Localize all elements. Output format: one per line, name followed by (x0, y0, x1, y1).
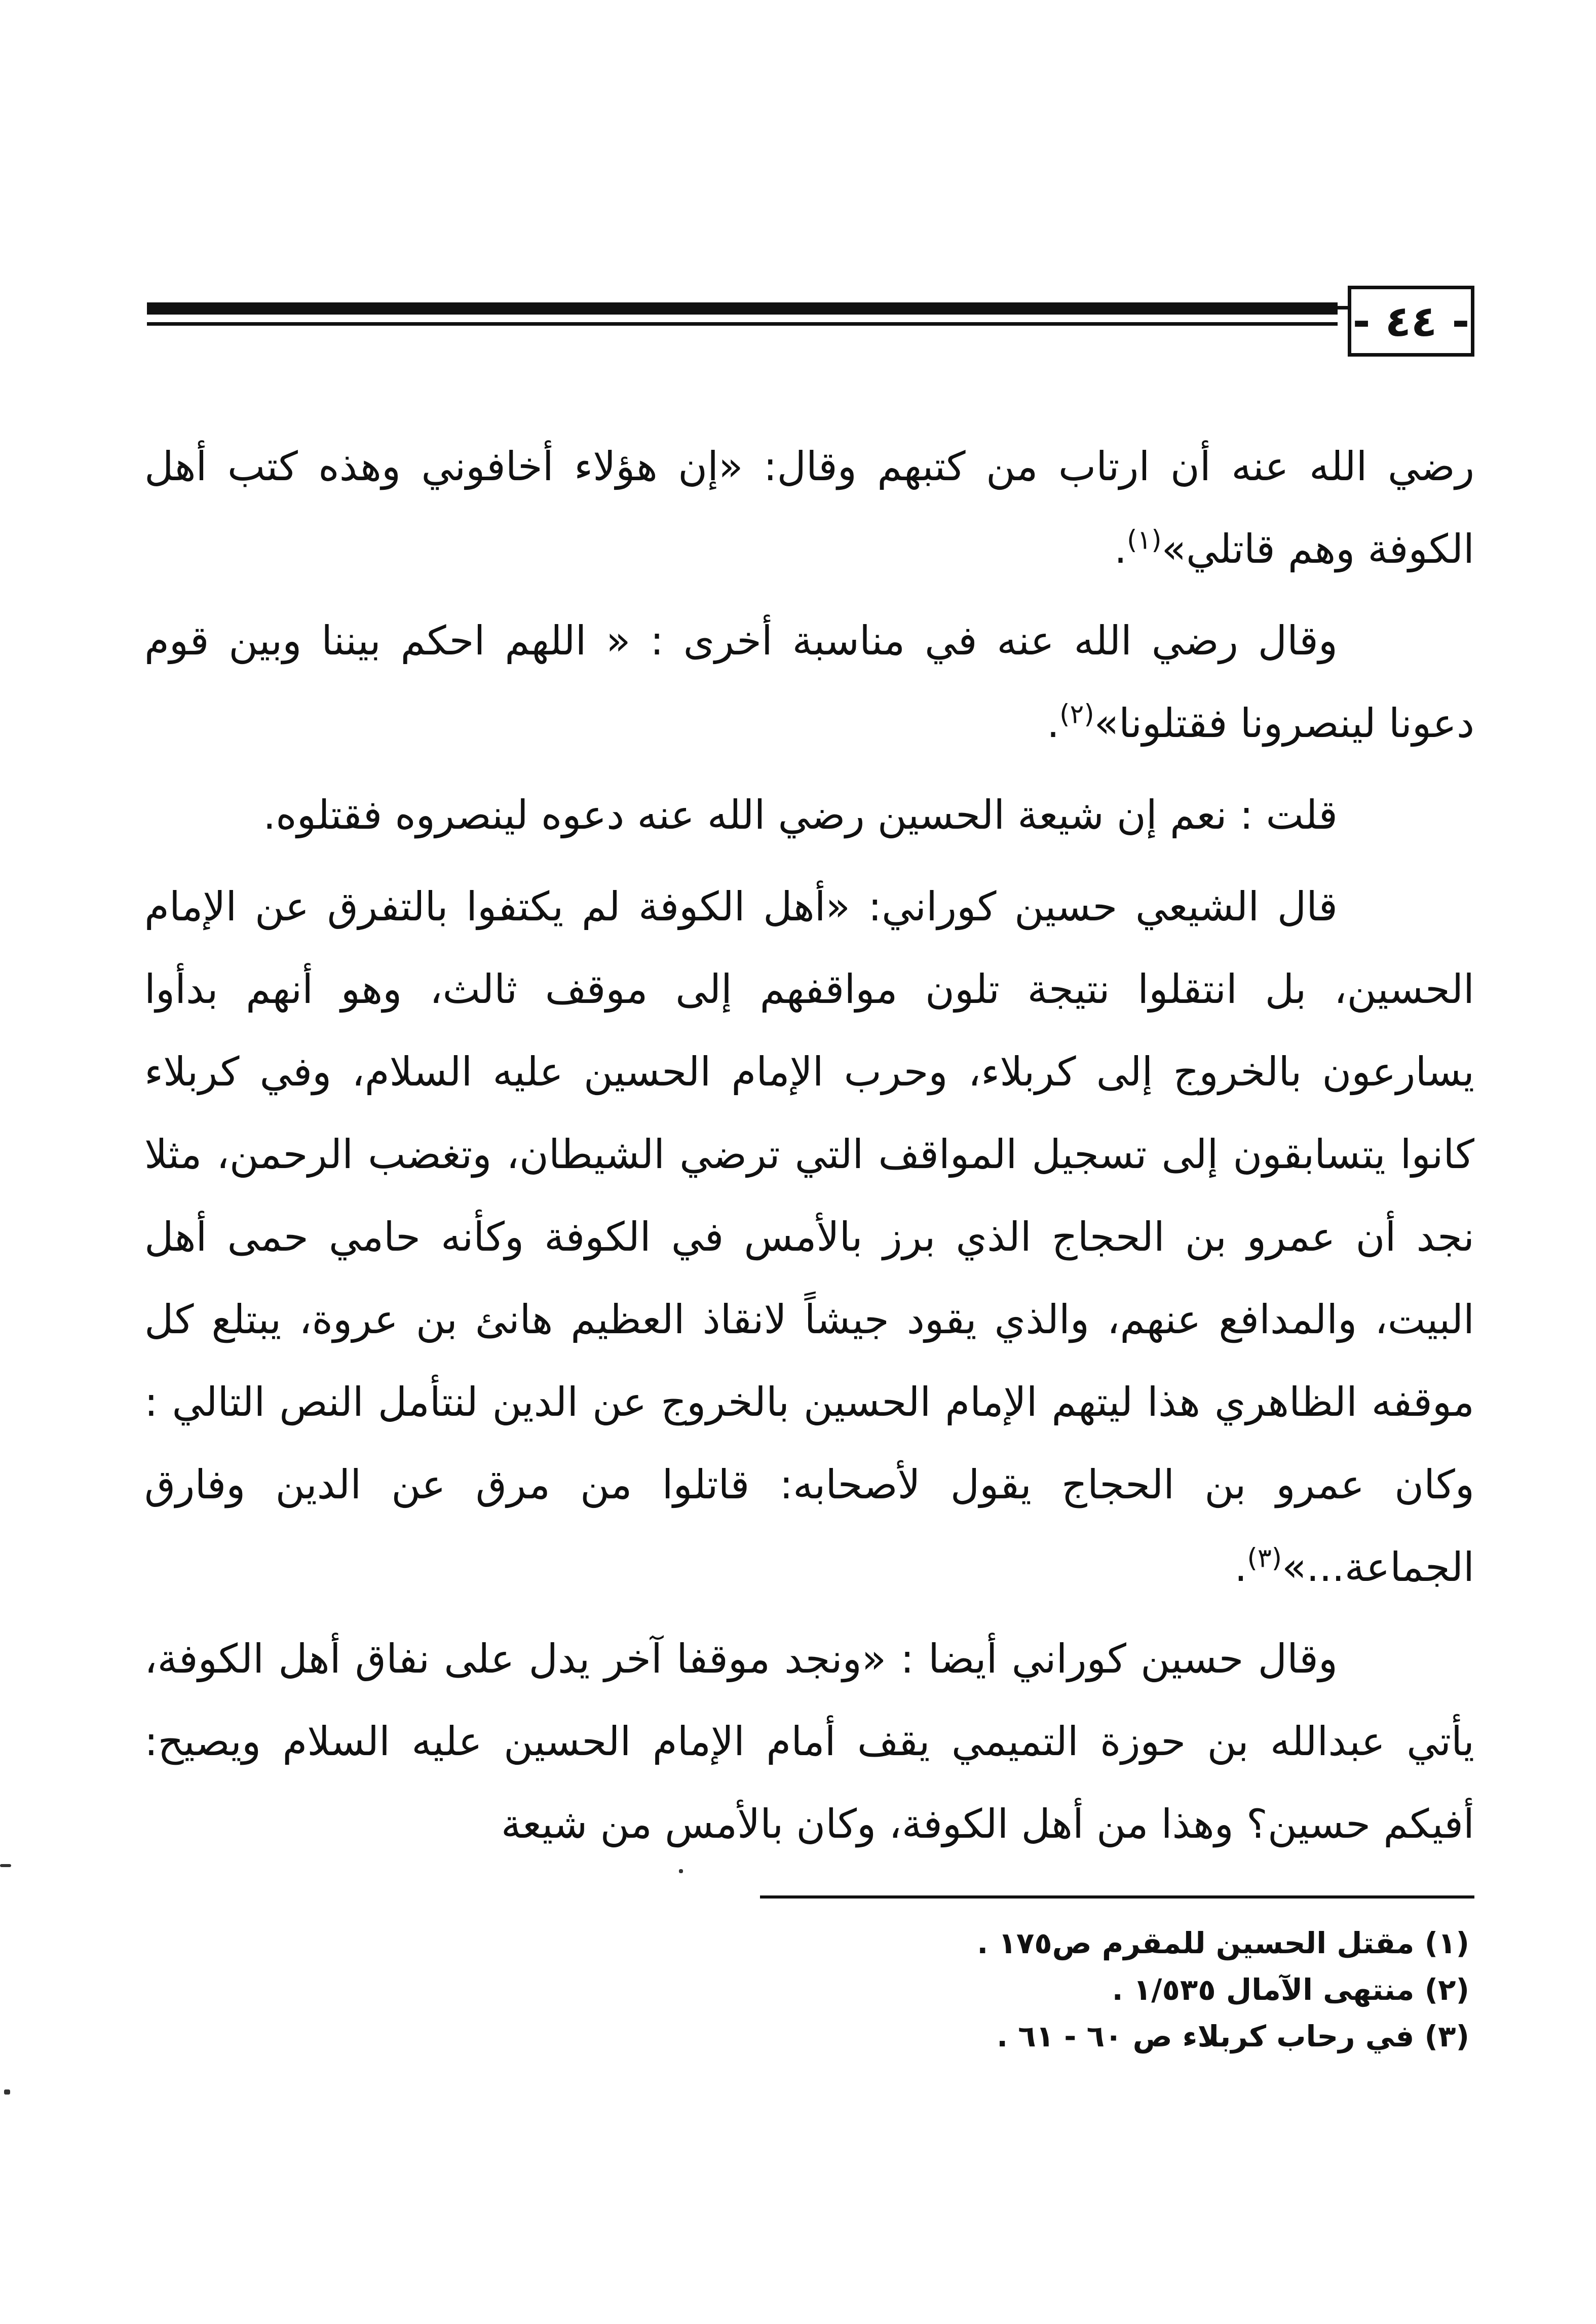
header-rule-thin (147, 322, 1338, 326)
scan-mark (0, 1864, 11, 1867)
paragraph-3-text: قلت : نعم إن شيعة الحسين رضي الله عنه دعوه لينصروه فقتلوه. (263, 792, 1338, 838)
paragraph-2-tail: . (1046, 700, 1060, 747)
paragraph-4-text: قال الشيعي حسين كوراني: «أهل الكوفة لم يكتفوا بالتفرق عن الإمام الحسين، بل انتقلوا نتيجة تلون مواقفهم إلى موقف ثالث، وهو أنهم بدأوا يسارعون بالخروج إلى كربلاء، وحرب الإمام الحسين عليه السلام، وفي كربلاء كانوا يتسابقون إلى تسجيل المواقف التي ترضي الشيطان، وتغضب الرحمن، مثلا نجد أن عمرو بن الحجاج الذي برز بالأمس في الكوفة وكأنه حامي حمى أهل البيت، والمدافع عنهم، والذي يقود جيشاً لانقاذ العظيم هانئ بن عروة، يبتلع كل موقفه الظاهري هذا ليتهم الإمام الحسين بالخروج عن الدين لنتأمل النص التالي : وكان عمرو بن الحجاج يقول لأصحابه: قاتلوا من مرق عن الدين وفارق الجماعة...» (144, 883, 1474, 1591)
footnote-2: (٢) منتهى الآمال ١/٥٣٥ . (1112, 1972, 1469, 2007)
footnotes (608, 1920, 1469, 2060)
paragraph-1-text: رضي الله عنه أن ارتاب من كتبهم وقال: «إن هؤلاء أخافوني وهذه كتب أهل الكوفة وهم قاتلي» (144, 443, 1474, 572)
paragraph-1-tail: . (1114, 526, 1127, 572)
paragraph-4-tail: . (1234, 1544, 1247, 1591)
footnote-ref-1: (١) (1127, 525, 1162, 556)
paragraph-5-text: وقال حسين كوراني أيضا : «ونجد موقفا آخر يدل على نفاق أهل الكوفة، يأتي عبدالله بن حوزة التميمي يقف أمام الإمام الحسين عليه السلام ويصيح: أفيكم حسين؟ وهذا من أهل الكوفة، وكان بالأمس من شيعة (144, 1636, 1474, 1847)
footnote-ref-2: (٢) (1059, 699, 1094, 730)
paragraph-3 (144, 774, 1474, 857)
footnote-1: (١) مقتل الحسين للمقرم ص١٧٥ . (977, 1926, 1469, 1960)
paragraph-2-text: وقال رضي الله عنه في مناسبة أخرى : « اللهم احكم بيننا وبين قوم دعونا لينصرونا فقتلونا» (144, 617, 1474, 747)
page-number: - ٤٤ - (1348, 286, 1474, 357)
paragraph-4 (144, 866, 1474, 1609)
header-rule-thick (147, 302, 1338, 315)
paragraph-5 (144, 1618, 1474, 1866)
body-text (144, 425, 1474, 1875)
paragraph-1 (144, 425, 1474, 591)
paragraph-2 (144, 600, 1474, 765)
footnote-3: (٣) في رحاب كربلاء ص ٦٠ - ٦١ . (997, 2019, 1469, 2054)
scan-mark (679, 1869, 683, 1873)
scan-mark (4, 2089, 10, 2095)
footnote-ref-3: (٣) (1247, 1543, 1282, 1574)
footnote-separator (760, 1895, 1474, 1899)
